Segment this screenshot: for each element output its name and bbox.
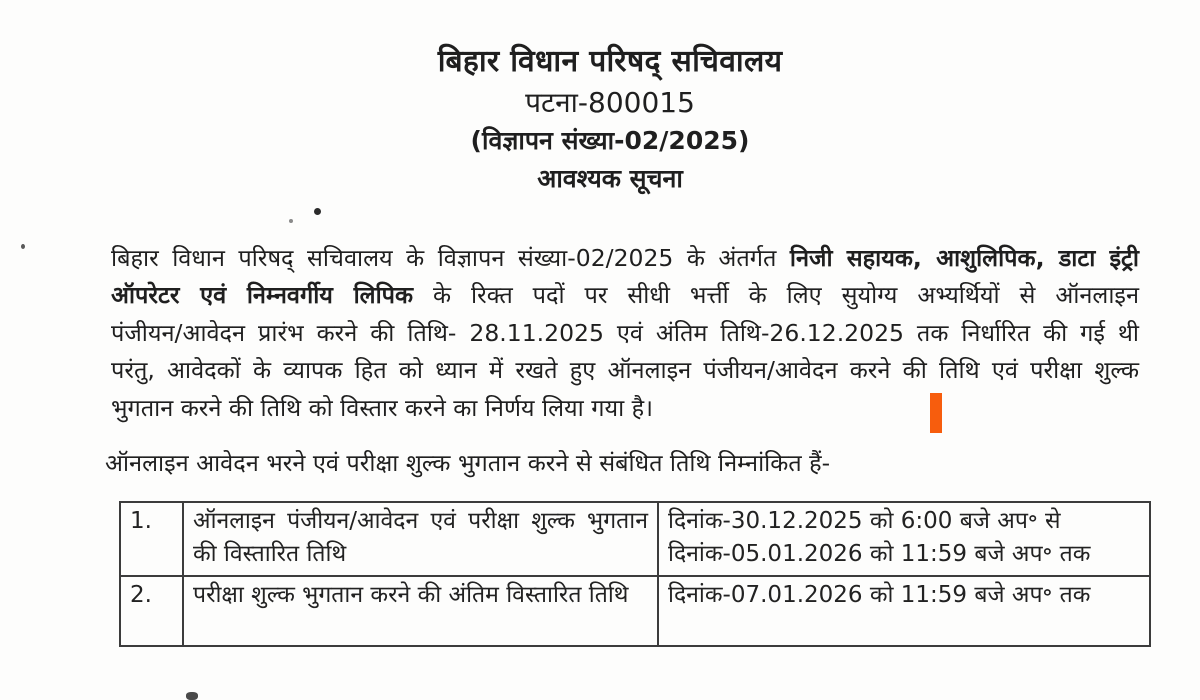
paragraph-line bbox=[111, 277, 1139, 314]
paragraph-text: के रिक्त पदों पर सीधी भर्त्ती के लिए सुयोग्य अभ्यर्थियों से ऑनलाइन bbox=[413, 281, 1139, 310]
paragraph-text: बिहार विधान परिषद् सचिवालय के विज्ञापन संख्या-02/2025 के अंतर्गत bbox=[111, 244, 790, 272]
table-row bbox=[120, 502, 1150, 576]
scan-speck bbox=[289, 219, 293, 223]
description-cell: परीक्षा शुल्क भुगतान करने की अंतिम विस्तारित तिथि bbox=[183, 576, 658, 646]
description-cell: ऑनलाइन पंजीयन/आवेदन एवं परीक्षा शुल्क भुगतान की विस्तारित तिथि bbox=[183, 502, 658, 576]
paragraph-line bbox=[111, 390, 1139, 427]
table-row bbox=[120, 576, 1150, 646]
scan-speck bbox=[314, 208, 321, 215]
paragraph-bold-text: निजी सहायक, आशुलिपिक, डाटा इंट्री bbox=[789, 244, 1139, 272]
org-location: पटना-800015 bbox=[525, 86, 695, 119]
serial-cell: 2. bbox=[120, 576, 183, 646]
serial-cell: 1. bbox=[120, 502, 183, 576]
orange-highlight-marker bbox=[930, 393, 942, 433]
paragraph-line bbox=[111, 315, 1139, 352]
notice-title: आवश्यक सूचना bbox=[537, 164, 683, 193]
paragraph-text: पंजीयन/आवेदन प्रारंभ करने की तिथि- 28.11.2025 एवं अंतिम तिथि-26.12.2025 तक निर्धारित की गई थी bbox=[111, 318, 1139, 347]
paragraph-bold-text: ऑपरेटर एवं निम्नवर्गीय लिपिक bbox=[111, 281, 414, 310]
document-header bbox=[10, 40, 1200, 198]
advertisement-number: (विज्ञापन संख्या-02/2025) bbox=[470, 126, 750, 155]
paragraph-text: भुगतान करने की तिथि को विस्तार करने का निर्णय लिया गया है। bbox=[111, 393, 654, 422]
org-name: बिहार विधान परिषद् सचिवालय bbox=[437, 44, 783, 79]
scan-speck bbox=[21, 244, 25, 249]
paragraph-line bbox=[111, 352, 1139, 389]
notice-paragraph bbox=[111, 240, 1139, 427]
paragraph-text: परंतु, आवेदकों के व्यापक हित को ध्यान में रखते हुए ऑनलाइन पंजीयन/आवेदन करने की तिथि एवं परीक्षा शुल्क bbox=[111, 356, 1139, 385]
schedule-cell: दिनांक-30.12.2025 को 6:00 बजे अप॰ से दिनांक-05.01.2026 को 11:59 बजे अप॰ तक bbox=[658, 502, 1150, 576]
schedule-table bbox=[119, 501, 1151, 647]
paragraph-line bbox=[111, 240, 1139, 277]
scan-speck bbox=[186, 692, 198, 700]
schedule-cell: दिनांक-07.01.2026 को 11:59 बजे अप॰ तक bbox=[658, 576, 1150, 646]
table-intro-line: ऑनलाइन आवेदन भरने एवं परीक्षा शुल्क भुगतान करने से संबंधित तिथि निम्नांकित हैं- bbox=[105, 449, 831, 477]
